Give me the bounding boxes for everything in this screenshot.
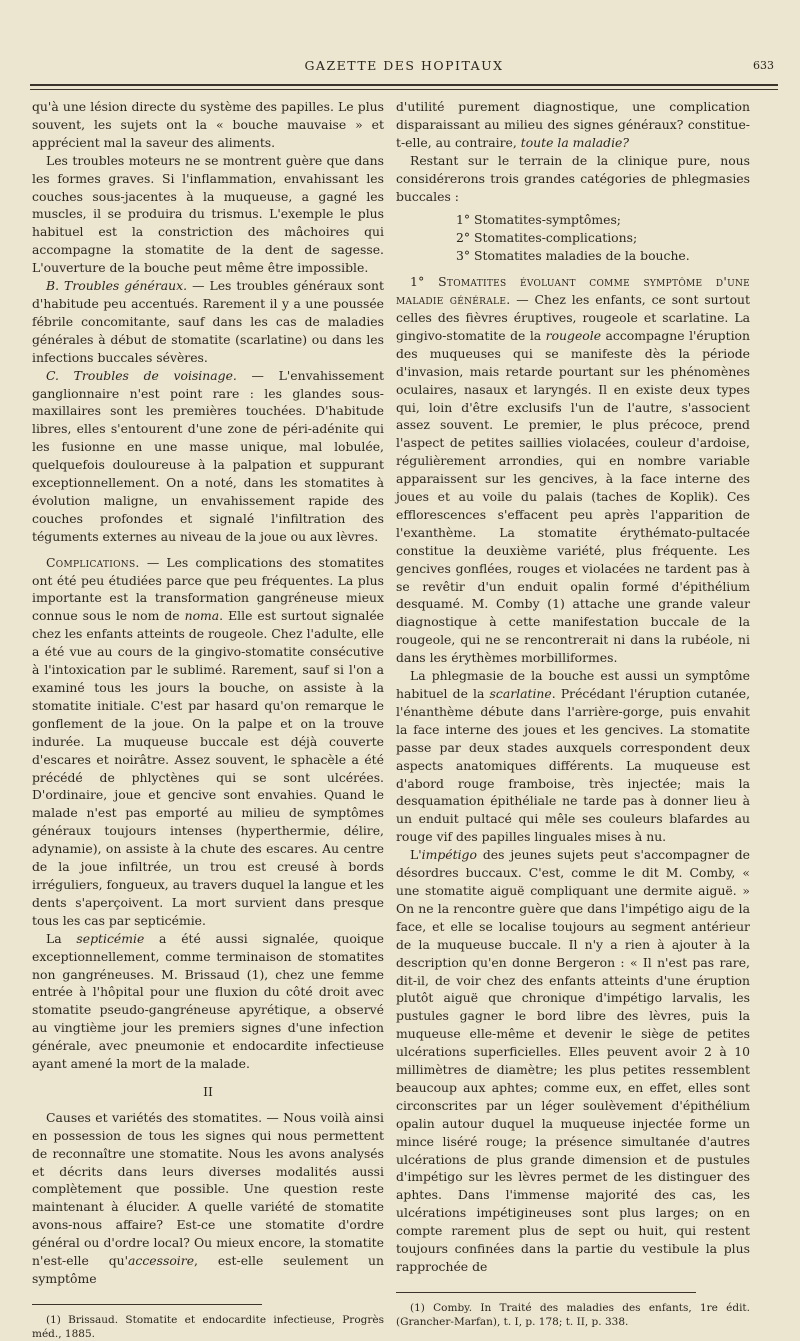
header-rule-thin [30, 89, 778, 90]
paragraph: L'impétigo des jeunes sujets peut s'accompagner de désordres buccaux. C'est, comme le dit M. Comby, « une stomatite aiguë compliquant une dermite aiguë. » On ne la rencontre guère que dans l'impétigo aigu de la face, et elle se localise toujours au segment antérieur de la muqueuse buccale. Il n'y a rien à ajouter à la description qu'en donne Bergeron : « Il n'est pas rare, dit-il, de voir chez des enfants atteints d'une éruption plutôt aiguë que chronique d'impétigo larvalis, les pustules gagner le bord libre des lèvres, puis la muqueuse elle-même et devenir le siège de petites ulcérations superficielles. Elles peuvent avoir 2 à 10 millimètres de diamètre; les plus petites ressemblent beaucoup aux aphtes; comme eux, en effet, elles sont circonscrites par un léger soulèvement d'épithélium opalin autour duquel la muqueuse injectée forme un mince liséré rouge; la présence simultanée d'autres ulcérations de plus grande dimension et de pustules d'impétigo sur les lèvres permet de les distinguer des aphtes. Dans l'immense majorité des cas, les ulcérations impétigineuses sont plus larges; on en compte rarement plus de sept ou huit, qui restent toujours confinées dans la partie du vestibule la plus rapprochée de [396, 847, 750, 1274]
paragraph: Restant sur le terrain de la clinique pure, nous considérerons trois grandes catégories de phlegmasies buccales : [396, 152, 750, 204]
footnote: (1) Comby. In Traité des maladies des enfants, 1re édit. (Grancher-Marfan), t. I, p. 178; t. II, p. 338. [396, 1301, 750, 1328]
paragraph: C. Troubles de voisinage. — L'envahissement ganglionnaire n'est point rare : les glandes sous-maxillaires sont les premières touchées. D'habitude libres, elles s'entourent d'une zone de péri-adénite qui les fusionne en une masse unique, mal lobulée, quelquefois douloureuse à la palpation et suppurant exceptionnellement. On a noté, dans les stomatites à évolution maligne, un envahissement rapide des couches profondes et signalé l'infiltration des téguments externes au niveau de la joue ou aux lèvres. [32, 367, 384, 544]
list-item: 3° Stomatites maladies de la bouche. [456, 248, 690, 264]
page-number: 633 [753, 59, 774, 72]
paragraph: Complications. — Les complications des stomatites ont été peu étudiées parce que peu fréquentes. La plus importante est la transformation gangréneuse mieux connue sous le nom de noma. Elle est surtout signalée chez les enfants atteints de rougeole. Chez l'adulte, elle a été vue au cours de la gingivo-stomatite consécutive à l'intoxication par le sublimé. Rarement, sauf si l'on a examiné tous les jours la bouche, on assiste à la stomatite initiale. C'est par hasard qu'on remarque le gonflement de la joue. On la palpe et on la trouve indurée. La muqueuse buccale est déjà couverte d'escares et noirâtre. Assez souvent, le sphacèle a été précédé de phlyctènes qui se sont ulcérées. D'ordinaire, joue et gencive sont envahies. Quand le malade n'est pas emporté au milieu de symptômes généraux toujours intenses (hyperthermie, délire, adynamie), on assiste à la chute des escares. Au centre de la joue infiltrée, un trou est creusé à bords irréguliers, fongueux, au travers duquel la langue et les dents s'aperçoivent. La mort survient dans presque tous les cas par septicémie. [32, 554, 384, 928]
footnote-rule [396, 1292, 696, 1293]
paragraph: La phlegmasie de la bouche est aussi un symptôme habituel de la scarlatine. Précédant l'éruption cutanée, l'énanthème débute dans l'arrière-gorge, puis envahit la face interne des joues et les gencives. La stomatite passe par deux stades auxquels correspondent deux aspects anatomiques différents. La muqueuse est d'abord rouge framboise, très injectée; mais la desquamation épithéliale ne tarde pas à donner lieu à un enduit pultacé qui mêle ses couleurs blafardes au rouge vif des papilles linguales mises à nu. [396, 668, 751, 845]
right-column [396, 98, 750, 1329]
paragraph: 1° Stomatites évoluant comme symptôme d'une maladie générale. — Chez les enfants, ce sont surtout celles des fièvres éruptives, rougeole et scarlatine. La gingivo-stomatite de la rougeole accompagne l'éruption des muqueuses qui se manifeste dès la période d'invasion, mais retarde pourtant sur les phénomènes oculaires, nasaux et laryngés. Il en existe deux types qui, loin d'être exclusifs l'un de l'autre, s'associent assez souvent. Le premier, le plus précoce, prend l'aspect de petites saillies violacées, couleur d'ardoise, régulièrement arrondies, qui en nombre variable apparaissent sur les gencives, à la face interne des joues et au voile du palais (taches de Koplik). Ces efflorescences s'effacent peu après l'apparition de l'exanthème. La stomatite érythémato-pultacée constitue la deuxième variété, plus fréquente. Les gencives gonflées, rouges et violacées ne tardent pas à se revêtir d'un enduit opalin formé d'épithélium desquamé. M. Comby (1) attache une grande valeur diagnostique à cette manifestation buccale de la rougeole, qui ne se rencontrerait ni dans la rubéole, ni dans les érythèmes morbilliformes. [396, 274, 750, 666]
category-list [396, 211, 750, 265]
subheading: Complications. [46, 554, 140, 570]
subheading: Causes et variétés des stomatites. [46, 1109, 263, 1125]
left-column [32, 98, 384, 1341]
running-header [30, 58, 778, 80]
list-item: 2° Stomatites-complications; [456, 230, 638, 246]
journal-title: GAZETTE DES HOPITAUX [304, 58, 504, 73]
footnote-rule [32, 1304, 262, 1305]
footnote: (1) Brissaud. Stomatite et endocardite infectieuse, Progrès méd., 1885. [32, 1313, 384, 1340]
paragraph: d'utilité purement diagnostique, une complication disparaissant au milieu des signes généraux? constitue-t-elle, au contraire, toute la maladie? [396, 99, 750, 150]
paragraph: Causes et variétés des stomatites. — Nous voilà ainsi en possession de tous les signes qui nous permettent de reconnaître une stomatite. Nous les avons analysés et décrits dans leurs diverses modalités aussi complètement que possible. Une question reste maintenant à élucider. A quelle variété de stomatite avons-nous affaire? Est-ce une stomatite d'ordre général ou d'ordre local? Ou mieux encore, la stomatite n'est-elle qu'accessoire, est-elle seulement un symptôme [32, 1109, 385, 1286]
subheading: B. Troubles généraux. [46, 278, 188, 294]
paragraph: B. Troubles généraux. — Les troubles généraux sont d'habitude peu accentués. Rarement il y a une poussée fébrile concomitante, sauf dans les cas de maladies générales à début de stomatite (scarlatine) ou dans les infections buccales sévères. [32, 278, 384, 365]
section-number: II [203, 1083, 213, 1099]
header-rule-thick [30, 84, 778, 86]
paragraph: qu'à une lésion directe du système des papilles. Le plus souvent, les sujets ont la « bouche mauvaise » et apprécient mal la saveur des aliments. [32, 99, 384, 150]
subheading: 1° Stomatites évoluant comme symptôme d'une maladie générale. [396, 274, 750, 308]
list-item: 1° Stomatites-symptômes; [456, 212, 621, 228]
subheading: C. Troubles de voisinage. [46, 367, 237, 383]
paragraph: Les troubles moteurs ne se montrent guère que dans les formes graves. Si l'inflammation, envahissant les couches sous-jacentes à la muqueuse, a gagné les muscles, il se produira du trismus. L'exemple le plus habituel est la constriction des mâchoires qui accompagne la stomatite de la dent de sagesse. L'ouverture de la bouche peut même être impossible. [32, 152, 384, 276]
paragraph: La septicémie a été aussi signalée, quoique exceptionnellement, comme terminaison de stomatites non gangréneuses. M. Brissaud (1), chez une femme entrée à l'hôpital pour une fluxion du côté droit avec stomatite pseudo-gangréneuse apyrétique, a observé au vingtième jour les premiers signes d'une infection générale, avec pneumonie et endocardite infectieuse ayant amené la mort de la malade. [32, 930, 384, 1072]
